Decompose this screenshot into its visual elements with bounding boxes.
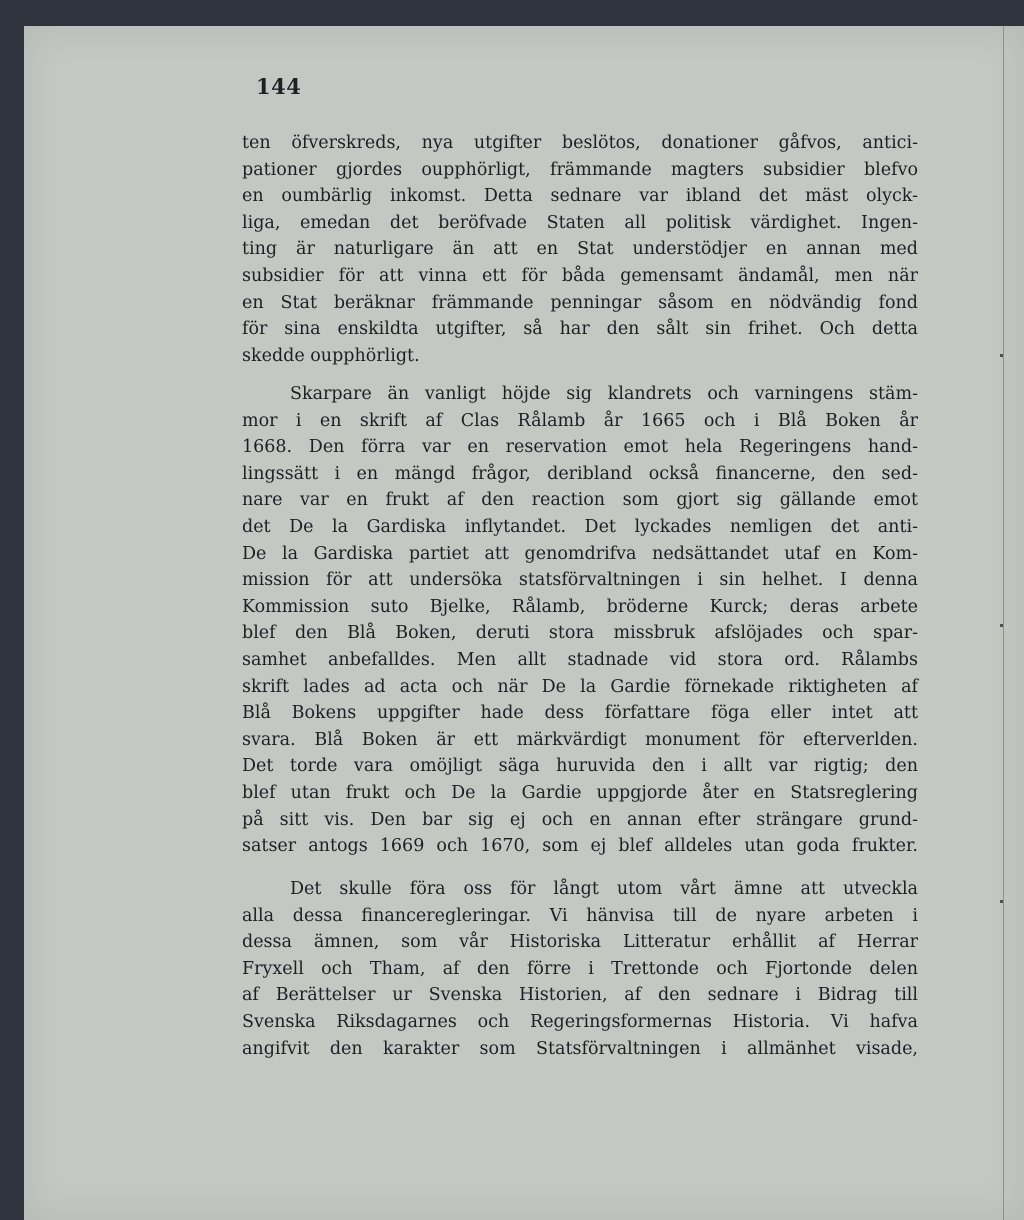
text-line: skrift lades ad acta och när De la Gardie förnekade riktigheten af (242, 676, 918, 697)
paragraph-3 (242, 876, 918, 1062)
text-line: Svenska Riksdagarnes och Regeringsformernas Historia. Vi hafva (242, 1011, 918, 1032)
text-line: pationer gjordes oupphörligt, främmande magters subsidier blefvo (242, 159, 918, 180)
text-line: det De la Gardiska inflytandet. Det lyckades nemligen det anti- (242, 516, 918, 537)
text-line: satser antogs 1669 och 1670, som ej blef alldeles utan goda frukter. (242, 836, 918, 857)
text-line: dessa ämnen, som vår Historiska Litteratur erhållit af Herrar (242, 932, 918, 953)
text-line: Kommission suto Bjelke, Rålamb, bröderne Kurck; deras arbete (242, 596, 918, 617)
text-line: ting är naturligare än att en Stat understödjer en annan med (242, 239, 918, 260)
text-line: liga, emedan det beröfvade Staten all politisk värdighet. Ingen- (242, 212, 918, 233)
text-line: för sina enskildta utgifter, så har den sålt sin frihet. Och detta (242, 319, 918, 340)
text-line: Fryxell och Tham, af den förre i Trettonde och Fjortonde delen (242, 958, 918, 979)
text-line: alla dessa financeregleringar. Vi hänvisa till de nyare arbeten i (242, 905, 918, 926)
text-line: blef den Blå Boken, deruti stora missbruk afslöjades och spar- (242, 623, 918, 644)
text-line: angifvit den karakter som Statsförvaltningen i allmänhet visade, (242, 1038, 918, 1059)
margin-mark (1000, 624, 1003, 627)
text-line: samhet anbefalldes. Men allt stadnade vid stora ord. Rålambs (242, 649, 918, 670)
page-edge (1003, 26, 1004, 1220)
text-line: mor i en skrift af Clas Rålamb år 1665 och i Blå Boken år (242, 410, 918, 431)
text-line: Skarpare än vanligt höjde sig klandrets och varningens stäm- (290, 384, 918, 404)
text-line: svara. Blå Boken är ett märkvärdigt monument för efterverlden. (242, 729, 918, 750)
text-line: skedde oupphörligt. (242, 345, 420, 366)
paragraph-1 (242, 130, 918, 369)
text-line: ten öfverskreds, nya utgifter beslötos, donationer gåfvos, antici- (242, 133, 918, 153)
text-line: af Berättelser ur Svenska Historien, af den sednare i Bidrag till (242, 985, 918, 1006)
text-line: på sitt vis. Den bar sig ej och en annan efter strängare grund- (242, 809, 918, 830)
text-line: De la Gardiska partiet att genomdrifva nedsättandet utaf en Kom- (242, 543, 918, 564)
text-line: nare var en frukt af den reaction som gjort sig gällande emot (242, 490, 918, 511)
margin-mark (1000, 354, 1003, 357)
text-line: Det skulle föra oss för långt utom vårt ämne att utveckla (290, 879, 918, 899)
page-number: 144 (256, 74, 302, 99)
text-line: lingssätt i en mängd frågor, deribland också financerne, den sed- (242, 463, 918, 484)
paragraph-2 (242, 381, 918, 860)
text-line: Blå Bokens uppgifter hade dess författare föga eller intet att (242, 703, 918, 724)
text-line: en Stat beräknar främmande penningar såsom en nödvändig fond (242, 292, 918, 313)
text-line: 1668. Den förra var en reservation emot hela Regeringens hand- (242, 437, 918, 458)
text-line: mission för att undersöka statsförvaltningen i sin helhet. I denna (242, 570, 918, 591)
text-line: subsidier för att vinna ett för båda gemensamt ändamål, men när (242, 265, 918, 286)
text-line: Det torde vara omöjligt säga huruvida den i allt var rigtig; den (242, 756, 918, 777)
text-line: blef utan frukt och De la Gardie uppgjorde åter en Statsreglering (242, 782, 918, 803)
margin-mark (1000, 900, 1003, 903)
text-line: en oumbärlig inkomst. Detta sednare var ibland det mäst olyck- (242, 186, 918, 207)
